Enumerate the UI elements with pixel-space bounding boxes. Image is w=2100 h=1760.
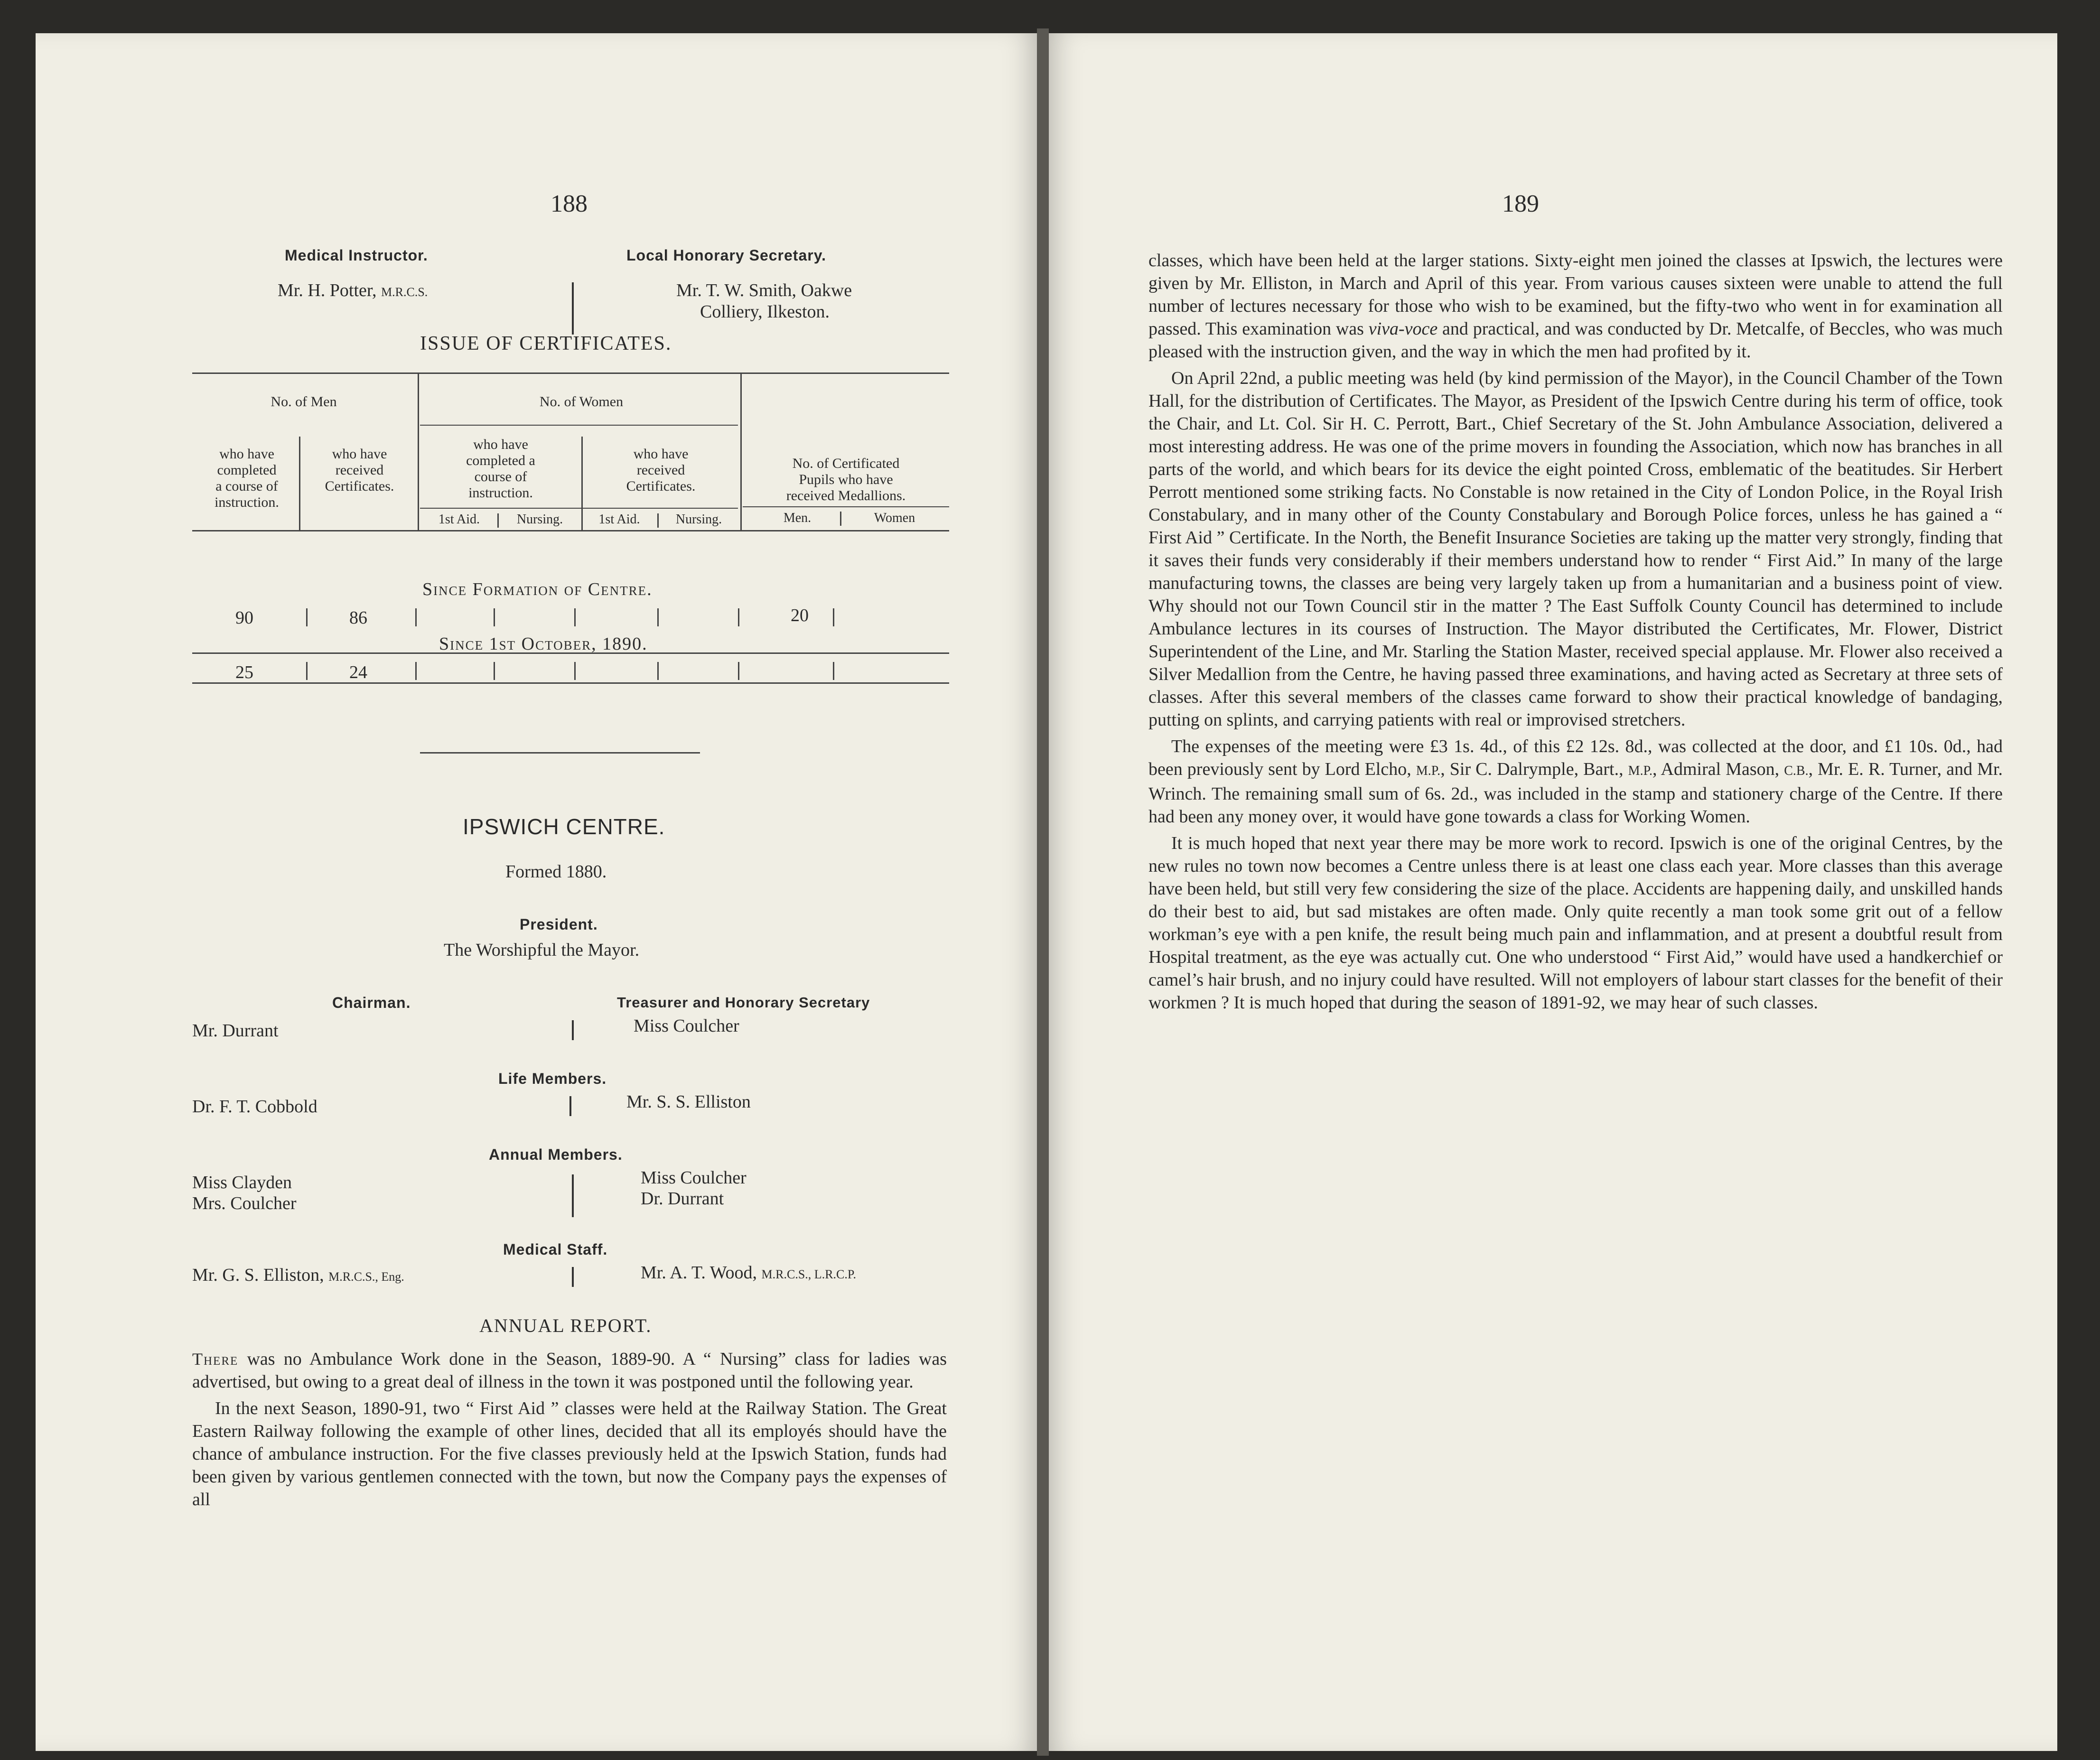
row-tick [657,608,659,626]
section-since-formation: Since Formation of Centre. [422,579,653,599]
women-header: No. of Women [539,394,624,410]
certificates-title: ISSUE OF CERTIFICATES. [420,333,672,354]
th-line: No. of Certificated [792,456,900,471]
th-line: a course of [215,478,278,494]
column-divider [572,282,574,335]
row-tick [833,662,834,680]
row-tick [738,608,739,626]
row-tick [738,662,739,680]
women-subrule [420,425,738,426]
sub-nursing: Nursing. [516,512,563,527]
member-name: Miss Clayden [192,1173,292,1192]
right-page-body [1148,249,2003,1014]
annual-members-left [192,1172,297,1214]
cell-men-received-2: 24 [349,662,367,682]
member-name: Mrs. Coulcher [192,1193,297,1213]
sub-tick [840,512,841,526]
report-paragraph [192,1348,947,1393]
sub-tick [497,513,499,528]
left-page [36,33,1037,1751]
sub-tick [657,513,659,528]
th-line: completed [217,462,277,478]
chairman-name: Mr. Durrant [192,1021,279,1041]
sub-nursing: Nursing. [675,512,722,527]
abbrev: C.B. [1784,764,1809,778]
treasurer-heading: Treasurer and Honorary Secretary [617,994,870,1011]
medal-sub-rule [743,506,949,507]
staff-right [641,1262,856,1283]
centre-title: IPSWICH CENTRE. [463,814,665,839]
men-header: No. of Men [271,394,337,410]
th-line: instruction. [468,485,533,501]
body-paragraph: It is much hoped that next year there may be more work to record. Ipswich is one of the original Centres, by the new rules no town now becomes a Centre unless there is at least one class each year. More classes than this average have been held, but still very few considering the size of the place. Accidents are happening daily, and unskilled hands do their best to aid, but sad mistakes are often made. Only quite recently a man took some grit out of a fellow workman’s eye with a pen knife, the result being much pain and inflammation, and at present a doubtful result from Hospital treatment, as the eye was actually cut. One who understood “ First Aid,” would have used a handkerchief or camel’s hair brush, and no injury could have resulted. Will not employers of labour start classes for the benefit of their workmen ? It is much hoped that during the season of 1891-92, we may hear of such classes. [1148,833,2003,1013]
table-header-rule [192,530,949,531]
row-tick [306,662,308,680]
treasurer-name: Miss Coulcher [634,1016,739,1036]
life-member-left: Dr. F. T. Cobbold [192,1097,317,1117]
table-vrule [581,437,583,531]
sub-1st-aid: 1st Aid. [438,512,480,527]
paragraph-text: was no Ambulance Work done in the Season, 1889-90. A “ Nursing” class for ladies was advertised, but owing to a great deal of illness in the town it was postponed until the following year. [192,1349,947,1392]
sub-1st-aid: 1st Aid. [598,512,640,527]
row-tick [574,608,576,626]
president-heading: President. [520,916,598,933]
column-divider [572,1020,574,1040]
body-paragraph [1148,735,2003,828]
th-line: who have [219,446,274,462]
row-tick [415,662,417,680]
men-completed-header [195,446,299,511]
th-line: Pupils who have [799,472,893,487]
women-sub-rule2 [420,508,738,509]
annual-members-heading: Annual Members. [489,1146,623,1163]
staff-left [192,1265,404,1285]
chairman-heading: Chairman. [332,994,411,1011]
th-line: received [636,462,685,478]
row-tick [494,662,495,680]
th-line: Certificates. [626,478,696,494]
body-paragraph [1148,249,2003,363]
name-text: Mr. G. S. Elliston, [192,1265,324,1285]
column-divider [569,1096,571,1116]
page-number: 189 [1502,190,1539,217]
table-end-rule [192,682,949,684]
formed-line: Formed 1880. [505,862,607,882]
row-tick [306,608,308,626]
book-gutter [1037,28,1049,1756]
member-name: Dr. Durrant [641,1189,724,1209]
local-secretary-line2: Colliery, Ilkeston. [700,302,830,322]
th-line: who have [332,446,387,462]
men-received-header [304,446,415,494]
annual-report-title: ANNUAL REPORT. [479,1315,652,1336]
column-divider [572,1267,574,1287]
president-name: The Worshipful the Mayor. [444,940,640,960]
body-paragraph: On April 22nd, a public meeting was held (by kind permission of the Mayor), in the Council Chamber of the Town Hall, for the distribution of Certificates. The Mayor, as President of the Ipswich Centre during his term of office, took the Chair, and Lt. Col. Sir H. C. Perrott, Bart., Chief Secretary of the St. John Ambulance Association, delivered a most interesting address. He was one of the prime movers in founding the Association, which now has branches in all parts of the world, and which bears for its device the eight pointed Cross, emblematic of the beatitudes. Sir Herbert Perrott mentioned some striking facts. No Constable is now retained in the City of London Police, in the Royal Irish Constabulary, and in many other of the County Constabulary and Borough Police forces, unless he has gained a “ First Aid ” Certificate. In the North, the Benefit Insurance Societies are taking up the matter very strongly, finding that it saves their funds very considerably if their members understand how to render “ First Aid.” In many of the large manufacturing towns, the classes are being very largely taken up from a humanitarian and a business point of view. Why should not our Town Council stir in the matter ? The East Suffolk County Council has determined to include Ambulance lectures in its courses of Instruction. The Mayor distributed the Certificates, Mr. Flower, District Superintendent of the Line, and Mr. Starling the Station Master, received special applause. Mr. Flower also received a Silver Medallion from the Centre, he having passed three examinations, and having acted as Secretary at three sets of classes. After this several members of the classes came forward to show their practical knowledge of bandaging, putting on splints, and carrying patients with real or improvised stretchers. [1148,368,2003,730]
row-tick [833,608,834,626]
section-since-october: Since 1st October, 1890. [439,634,648,654]
member-name: Miss Coulcher [641,1168,747,1188]
paragraph-text: , Mr. E. R. Turner, and Mr. Wrinch. The remaining small sum of 6s. 2d., was included in the stamp and stationery charge of the Centre. If there had been any money over, it would have gone towards a class for Working Women. [1148,759,2003,827]
th-line: received Medallions. [786,488,906,503]
life-member-right: Mr. S. S. Elliston [626,1092,751,1112]
quals-text: M.R.C.S., L.R.C.P. [761,1267,856,1281]
report-paragraph: In the next Season, 1890-91, two “ First Aid ” classes were held at the Railway Station. The Great Eastern Railway following the example of other lines, decided that all its employés should have the chance of ambulance instruction. For the five classes previously held at the Ipswich Station, funds had been given by various gentlemen connected with the town, but now the Company pays the expenses of all [192,1398,947,1509]
paragraph-text: and practical, and was conducted by Dr. Metcalfe, of Beccles, who was much pleased with the instruction given, and the way in which the men had profited by it. [1148,319,2003,362]
women-completed-header [422,437,579,501]
abbrev: M.P. [1628,764,1653,778]
th-line: received [335,462,384,478]
local-secretary-line1: Mr. T. W. Smith, Oakwe [676,280,852,300]
th-line: who have [473,437,528,452]
medical-staff-heading: Medical Staff. [503,1241,608,1258]
annual-report-body [192,1348,947,1511]
abbrev: M.P. [1416,764,1441,778]
quals-text: M.R.C.S. [381,285,428,299]
th-line: who have [633,446,689,462]
paragraph-text: , Admiral Mason, [1652,759,1784,779]
section-divider [420,752,700,754]
women-received-header [584,446,738,494]
lead-word: There [192,1350,239,1369]
column-divider [572,1174,574,1217]
quals-text: M.R.C.S., Eng. [328,1270,404,1284]
paragraph-text: classes, which have been held at the larger stations. Sixty-eight men joined the classes at Ipswich, the lectures were given by Mr. Elliston, in March and April of this year. From various causes sixteen were unable to attend the full number of lectures necessary for those who wish to be examined, but the fifty-two who went in for examination all passed. This examination was [1148,251,2003,339]
medallions-header [745,456,947,504]
table-vrule [299,437,300,531]
medical-instructor-heading: Medical Instructor. [285,247,428,264]
cell-men-completed-1: 90 [235,608,253,628]
row-tick [574,662,576,680]
right-page [1049,33,2057,1751]
annual-members-right [641,1167,747,1209]
cell-men-completed-2: 25 [235,662,253,682]
table-top-rule [192,372,949,374]
cell-medallions-men-1: 20 [791,605,809,625]
paragraph-text: , Sir C. Dalrymple, Bart., [1440,759,1628,779]
name-text: Mr. A. T. Wood, [641,1263,757,1283]
row-tick [415,608,417,626]
medical-instructor-name [278,280,428,301]
sub-women: Women [874,511,915,525]
th-line: course of [474,469,527,484]
th-line: completed a [466,453,535,468]
table-vrule [740,372,742,531]
cell-men-received-1: 86 [349,608,367,628]
italic-term: viva-voce [1368,319,1438,339]
local-secretary-heading: Local Honorary Secretary. [626,247,827,264]
page-number: 188 [551,190,588,217]
th-line: Certificates. [325,478,394,494]
th-line: instruction. [215,494,279,510]
life-members-heading: Life Members. [498,1070,607,1087]
table-vrule [418,372,419,531]
sub-men: Men. [783,511,812,525]
name-text: Mr. H. Potter, [278,280,377,300]
row-tick [657,662,659,680]
row-tick [494,608,495,626]
paragraph-text: The expenses of the meeting were £3 1s. 4d., of this £2 12s. 8d., was collected at the door, and £1 10s. 0d., had been previously sent by Lord Elcho, [1148,736,2003,779]
